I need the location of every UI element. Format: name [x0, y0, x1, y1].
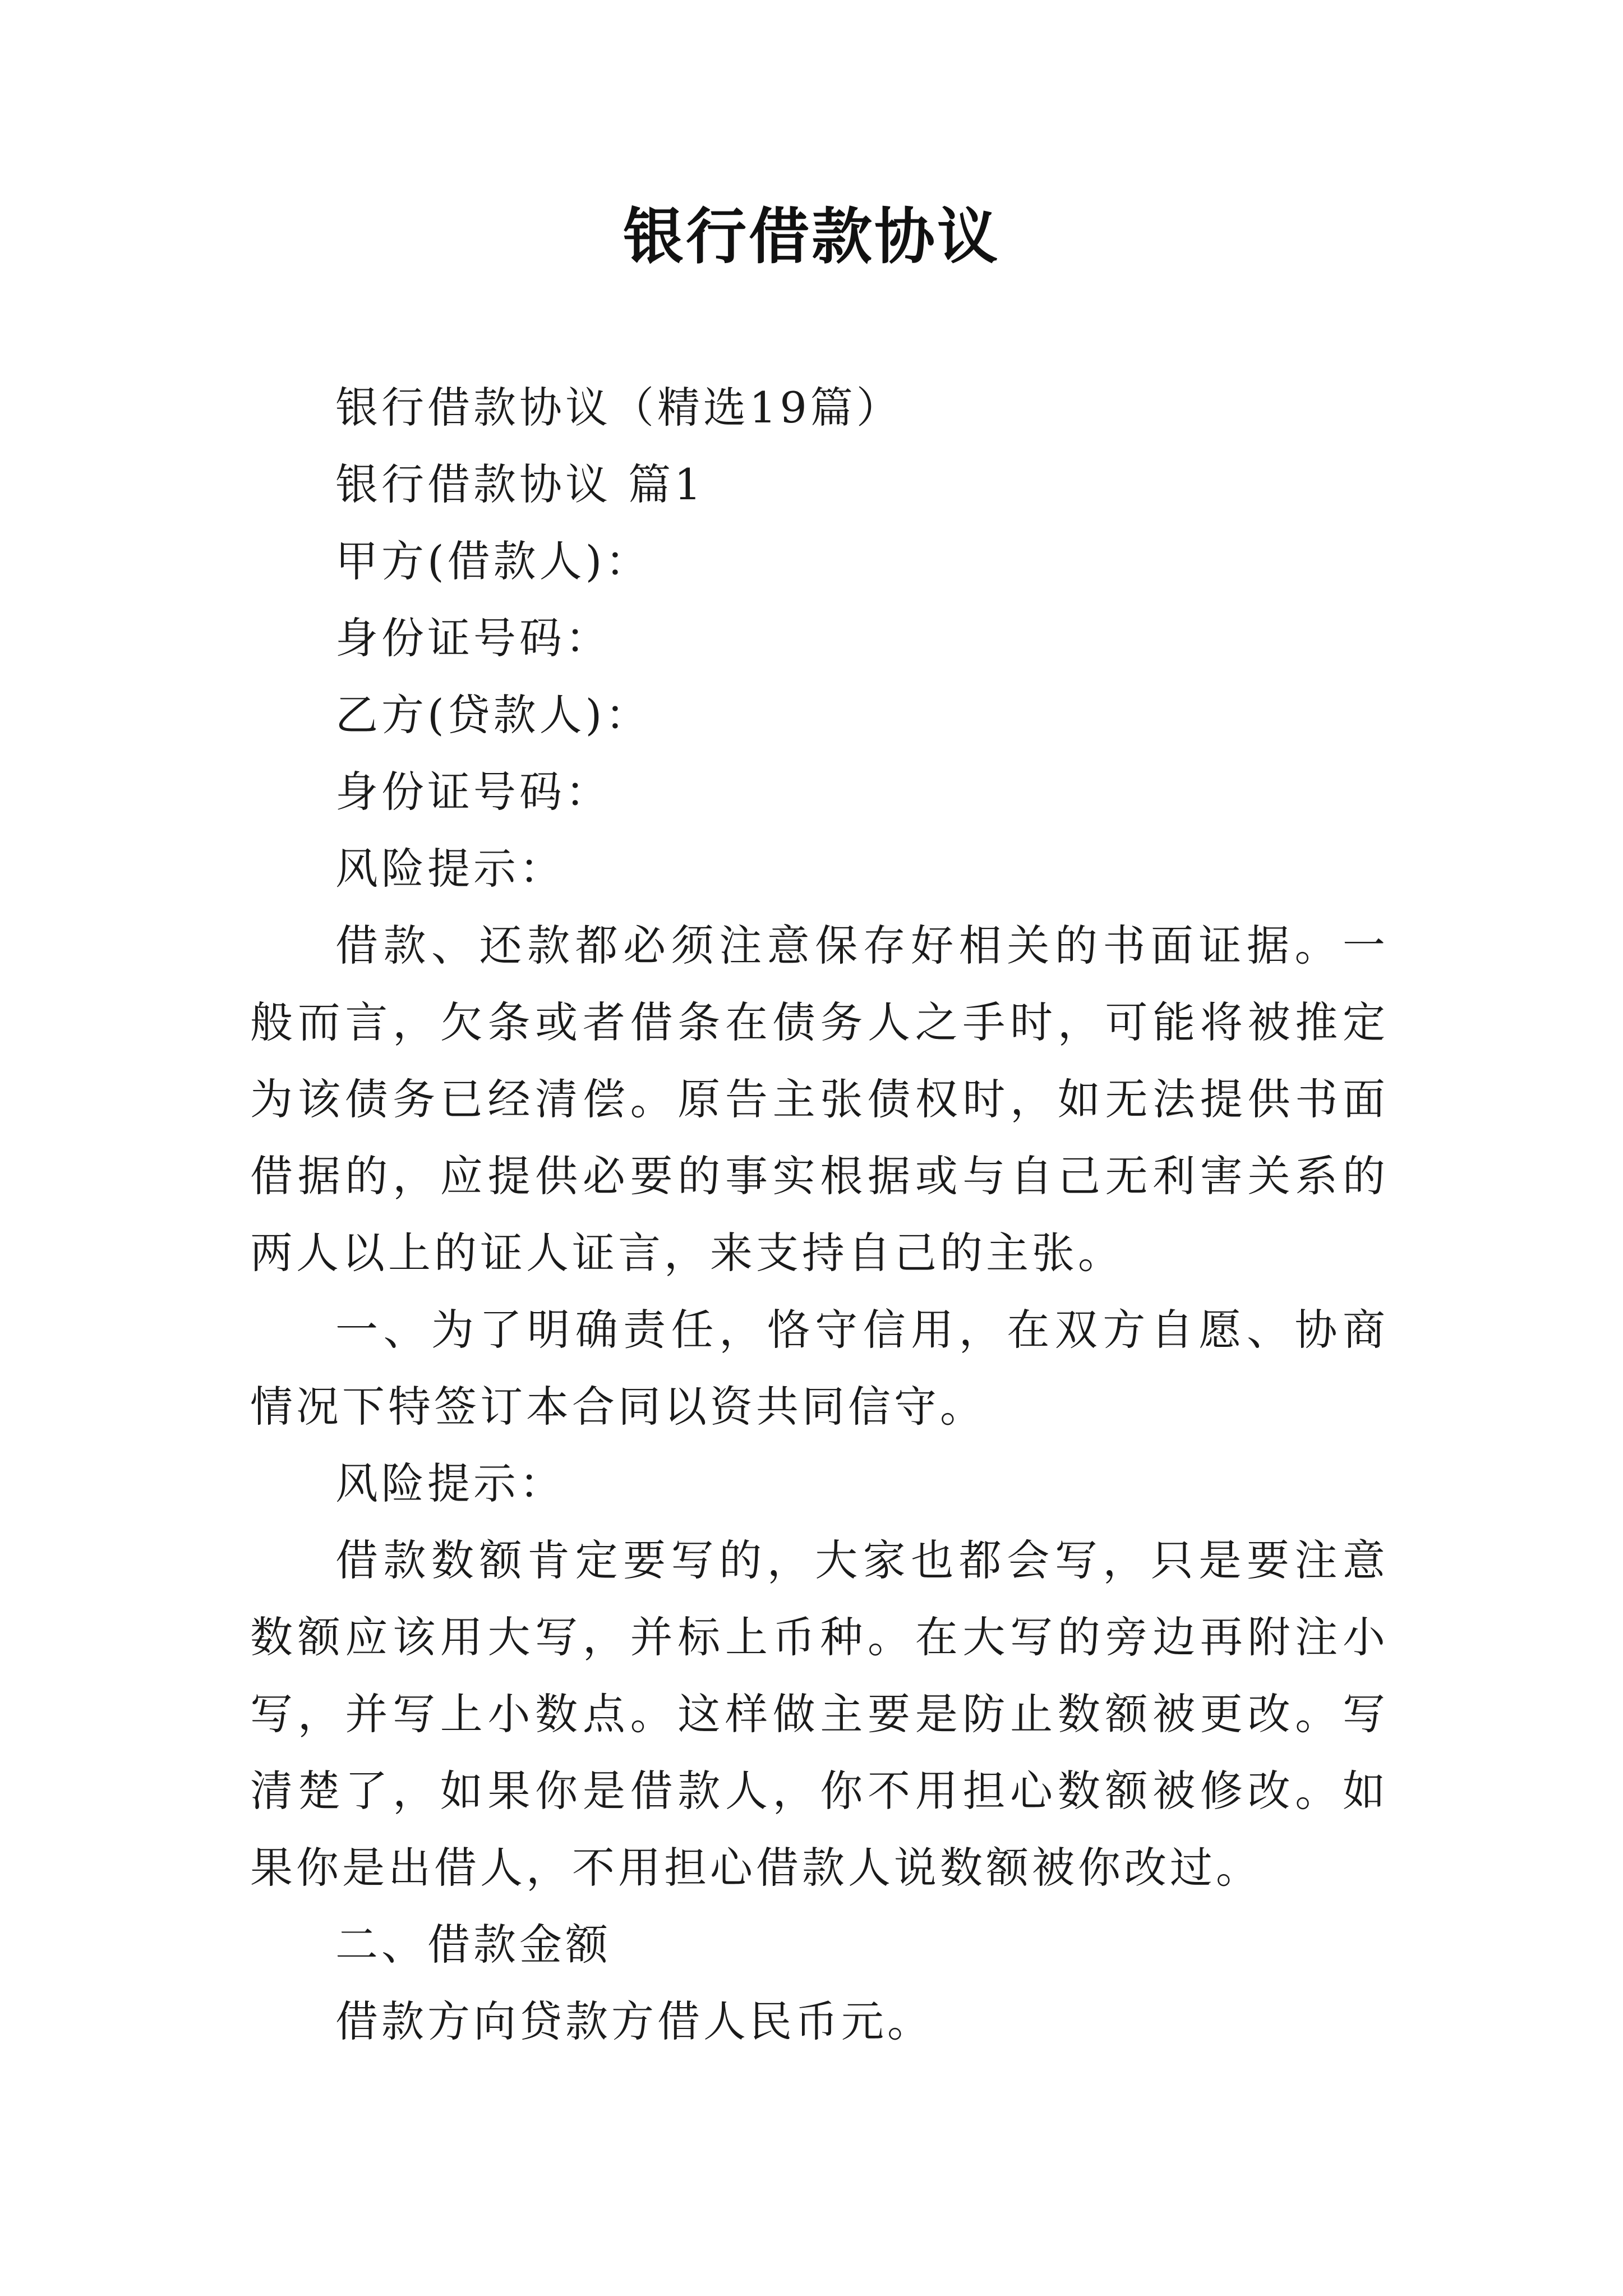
- document-body: [250, 369, 1389, 2060]
- document-title: 银行借款协议: [623, 201, 1000, 272]
- section-heading: 银行借款协议 篇1: [335, 459, 705, 509]
- clause-two-heading: 二、借款金额: [335, 1920, 611, 1970]
- party-b-line: 乙方(贷款人)：: [335, 690, 652, 740]
- risk-warning-label: 风险提示：: [335, 1458, 565, 1508]
- loan-amount-line: 借款方向贷款方借人民币元。: [335, 1996, 933, 2046]
- clause-one-paragraph: 一、为了明确责任，恪守信用，在双方自愿、协商情况下特签订本合同以资共同信守。: [250, 1305, 1389, 1432]
- risk-warning-paragraph: 借款数额肯定要写的，大家也都会写，只是要注意数额应该用大写，并标上币种。在大写的旁边再附注小写，并写上小数点。这样做主要是防止数额被更改。写清楚了，如果你是借款人，你不用担心数额被修改。如果你是出借人，不用担心借款人说数额被你改过。: [250, 1535, 1389, 1893]
- risk-warning-label: 风险提示：: [335, 844, 565, 894]
- party-a-line: 甲方(借款人)：: [335, 536, 652, 586]
- party-b-id-line: 身份证号码：: [335, 767, 611, 817]
- collection-heading: 银行借款协议（精选19篇）: [335, 383, 902, 432]
- risk-warning-paragraph: 借款、还款都必须注意保存好相关的书面证据。一般而言，欠条或者借条在债务人之手时，可能将被推定为该债务已经清偿。原告主张债权时，如无法提供书面借据的，应提供必要的事实根据或与自己无利害关系的两人以上的证人证言，来支持自己的主张。: [250, 921, 1389, 1278]
- party-a-id-line: 身份证号码：: [335, 613, 611, 663]
